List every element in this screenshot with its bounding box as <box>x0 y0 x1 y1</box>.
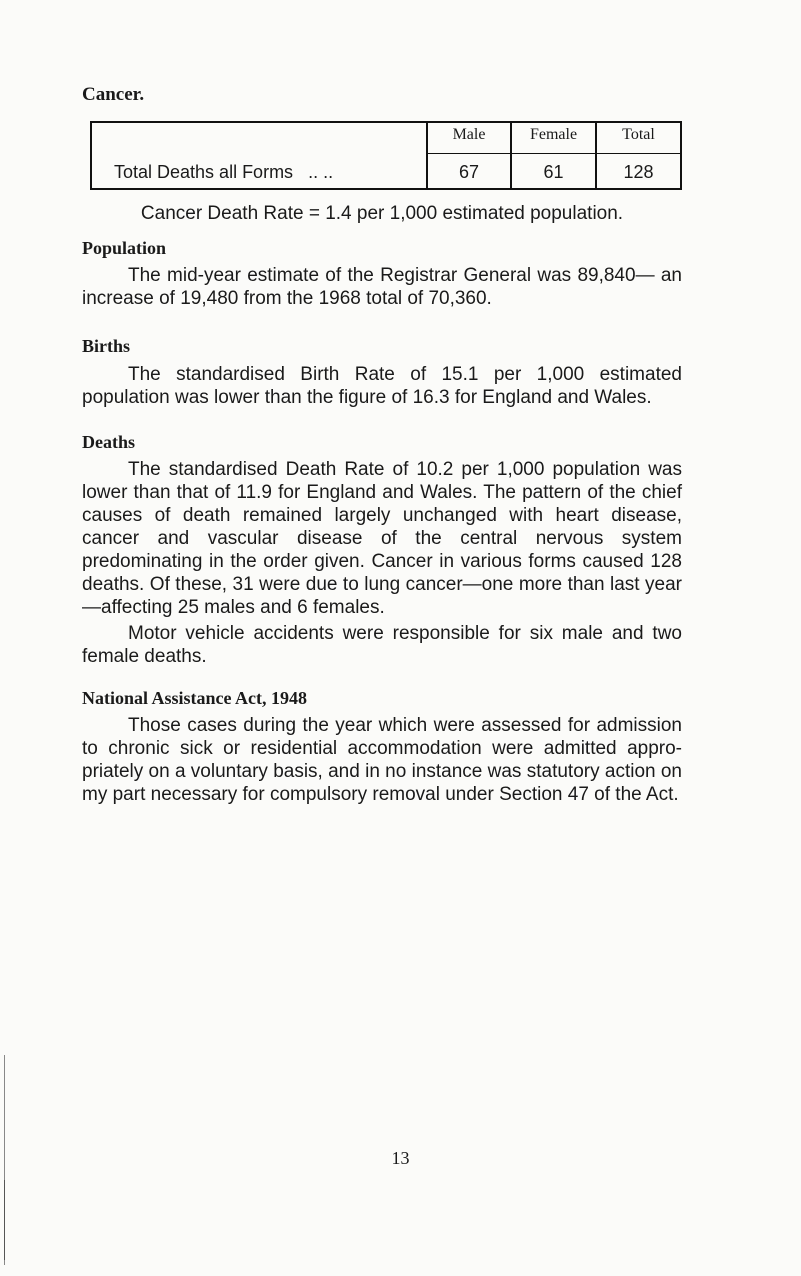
column-header-female: Female <box>529 126 578 143</box>
header-underline <box>426 153 682 154</box>
deaths-text-2 <box>82 622 682 668</box>
table-border-right <box>680 123 682 188</box>
national-assistance-heading: National Assistance Act, 1948 <box>82 688 307 708</box>
table-border-left <box>90 123 92 188</box>
column-header-male: Male <box>452 126 486 143</box>
population-text-content: The mid-year estimate of the Registrar General was 89,840— an increase of 19,480 from the 1968 total of 70,360. <box>82 265 682 309</box>
national-assistance-text <box>82 714 682 806</box>
page-number: 13 <box>391 1148 410 1168</box>
births-text-content: The standardised Birth Rate of 15.1 per 1,000 estimated population was lower than the figure of 16.3 for England and Wales. <box>82 364 682 408</box>
population-heading: Population <box>82 238 167 258</box>
deaths-text-1 <box>82 458 682 619</box>
births-heading: Births <box>82 336 131 356</box>
cancer-table <box>90 121 682 190</box>
population-text <box>82 264 682 310</box>
row-label: Total Deaths all Forms .. .. <box>114 162 334 182</box>
cell-male: 67 <box>458 162 480 182</box>
cell-total: 128 <box>623 162 654 182</box>
column-header-total: Total <box>622 126 655 143</box>
deaths-heading: Deaths <box>82 432 135 452</box>
deaths-text-2-content: Motor vehicle accidents were responsible for six male and two female deaths. <box>82 623 682 667</box>
cell-female: 61 <box>543 162 564 182</box>
deaths-text-1-content: The standardised Death Rate of 10.2 per 1,000 population was lower than that of 11.9 for England and Wales. The pattern of the chief causes of death remained largely unchanged with heart disease, cancer and vascular disease of the central nervous system predominating in the order given. Cancer in various forms caused 128 deaths. Of these, 31 were due to lung cancer—one more than last year—affecting 25 males and 6 females. <box>82 459 682 618</box>
births-text <box>82 363 682 409</box>
national-assistance-text-content: Those cases during the year which were assessed for admission to chronic sick or residential accommodation were admitted appro- priately on a voluntary basis, and in no instance was statutory action on my part necessary for compulsory removal under Section 47 of the Act. <box>82 715 682 805</box>
cancer-heading: Cancer. <box>82 84 145 105</box>
scan-edge-line <box>4 1180 5 1260</box>
cancer-death-rate: Cancer Death Rate = 1.4 per 1,000 estimated population. <box>140 203 624 224</box>
